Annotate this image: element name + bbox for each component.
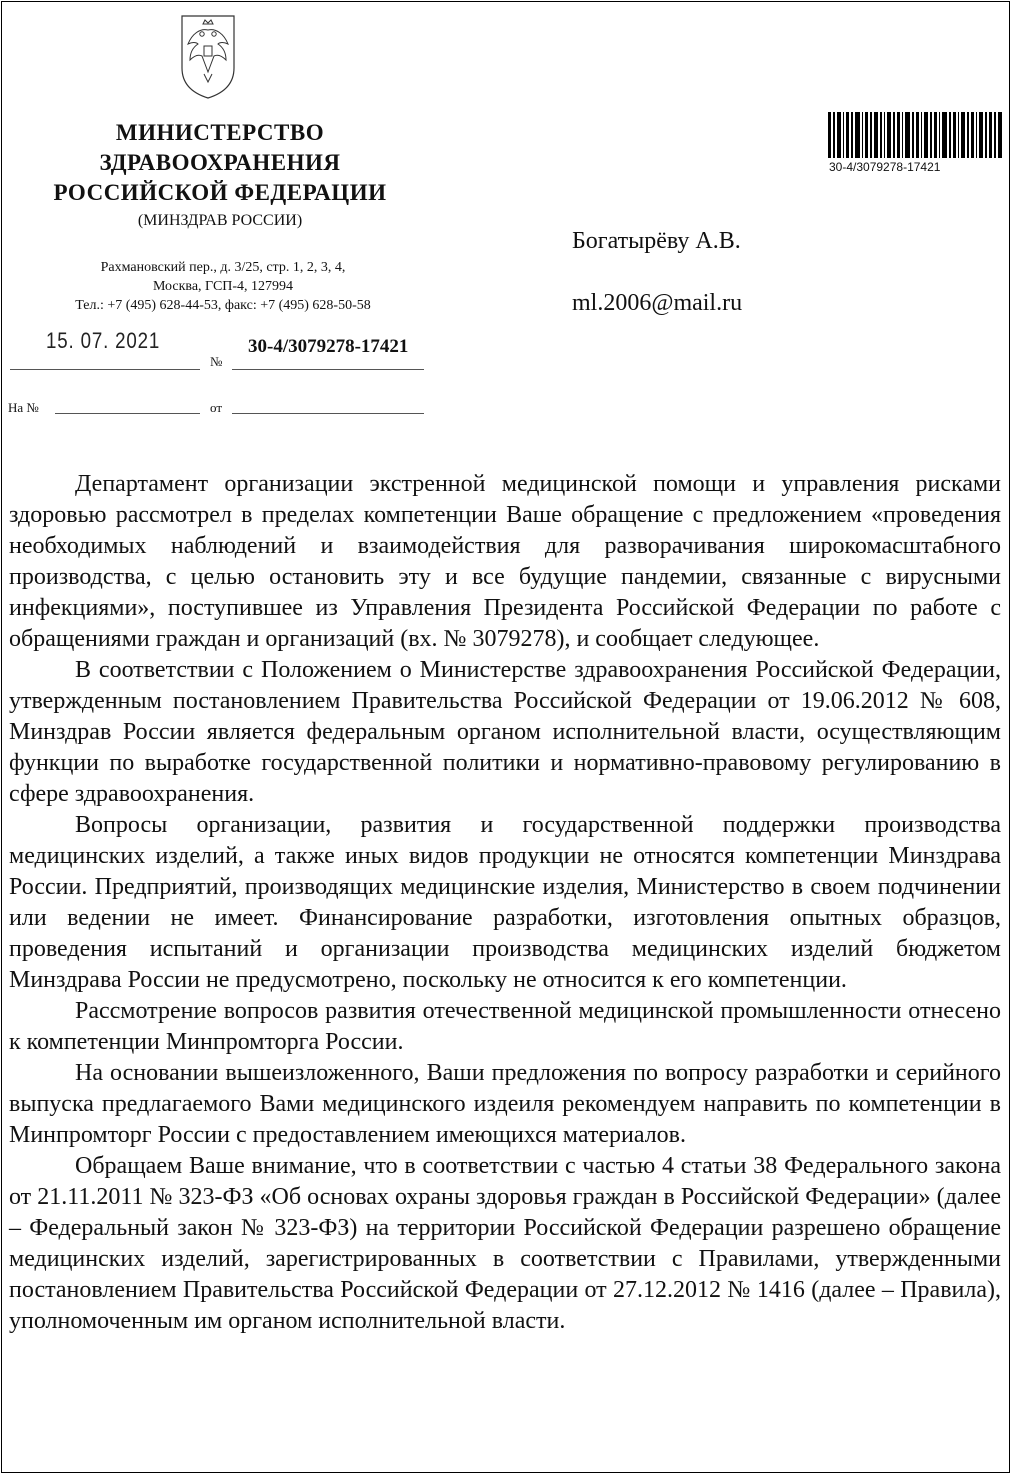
org-short-name: (МИНЗДРАВ РОССИИ) xyxy=(137,212,303,229)
number-underline xyxy=(232,369,424,370)
state-emblem-icon xyxy=(178,12,238,100)
barcode-number: 30-4/3079278-17421 xyxy=(829,160,941,174)
address-line1: Рахмановский пер., д. 3/25, стр. 1, 2, 3, 4, xyxy=(100,260,346,275)
recipient-email: ml.2006@mail.ru xyxy=(572,290,743,316)
body-paragraph: На основании вышеизложенного, Ваши предложения по вопросу разработки и серийного выпуска предлагаемого Вами медицинского издеиля рекомендуем направить по компетенции в Минпромторг России с предоставлением имеющихся материалов. xyxy=(9,1060,1001,1148)
organization-block xyxy=(20,118,420,232)
org-name-line2: ЗДРАВООХРАНЕНИЯ xyxy=(99,150,341,175)
body-paragraph: Рассмотрение вопросов развития отечественной медицинской промышленности отнесено к компетенции Минпромторга России. xyxy=(9,998,1001,1055)
org-name-line1: МИНИСТЕРСТВО xyxy=(115,120,325,145)
body-paragraph: В соответствии с Положением о Министерстве здравоохранения Российской Федерации, утвержденным постановлением Правительства Российской Федерации от 19.06.2012 № 608, Минздрав России является федеральным органом исполнительной власти, осуществляющим функции по выработке государственной политики и нормативно-правовому регулированию в сфере здравоохранения. xyxy=(9,657,1001,807)
reference-label: На № xyxy=(8,400,39,415)
body-paragraph: Обращаем Ваше внимание, что в соответствии с частью 4 статьи 38 Федерального закона от 21.11.2011 № 323-ФЗ «Об основах охраны здоровья граждан в Российской Федерации» (далее – Федеральный закон № 323-ФЗ) на территории Российской Федерации разрешено обращение медицинских изделий, зарегистрированных в соответствии с Правилами, утвержденными постановлением Правительства Российской Федерации от 27.12.2012 № 1416 (далее – Правила), уполномоченным им органом исполнительной власти. xyxy=(9,1153,1001,1334)
barcode-icon xyxy=(828,112,1002,158)
reference-number-line xyxy=(55,413,200,414)
address-contacts: Тел.: +7 (495) 628-44-53, факс: +7 (495) 628-50-58 xyxy=(75,298,371,313)
date-underline xyxy=(10,369,200,370)
body-paragraph: Департамент организации экстренной медицинской помощи и управления рисками здоровью рассмотрел в пределах компетенции Ваше обращение с предложением «проведения необходимых наблюдений и взаимодействия для разворачивания широкомасштабного производства, с целью остановить эту и все будущие пандемии, связанные с вирусными инфекциями», поступившее из Управления Президента Российской Федерации по работе с обращениями граждан и организаций (вх. № 3079278), и сообщает следующее. xyxy=(9,471,1001,652)
letter-date: 15. 07. 2021 xyxy=(46,328,161,353)
body-paragraph: Вопросы организации, развития и государственной поддержки производства медицинских изделий, а также иных видов продукции не относятся компетенции Минздрава России. Предприятий, производящих медицинские изделия, Министерство в своем подчинении или ведении не имеет. Финансирование разработки, изготовления опытных образцов, проведения испытаний и организации производства медицинских изделий бюджетом Минздрава России не предусмотрено, поскольку не относится к его компетенции. xyxy=(9,812,1001,993)
org-name-line3: РОССИЙСКОЙ ФЕДЕРАЦИИ xyxy=(53,180,387,205)
number-sign: № xyxy=(210,354,223,369)
reference-date-line xyxy=(232,413,424,414)
address-line2: Москва, ГСП-4, 127994 xyxy=(152,279,294,294)
reference-from-label: от xyxy=(210,400,223,415)
recipient-name: Богатырёву А.В. xyxy=(572,228,741,254)
outgoing-number: 30-4/3079278-17421 xyxy=(248,336,409,357)
letter-body xyxy=(9,469,1001,1337)
organization-address xyxy=(8,258,438,315)
